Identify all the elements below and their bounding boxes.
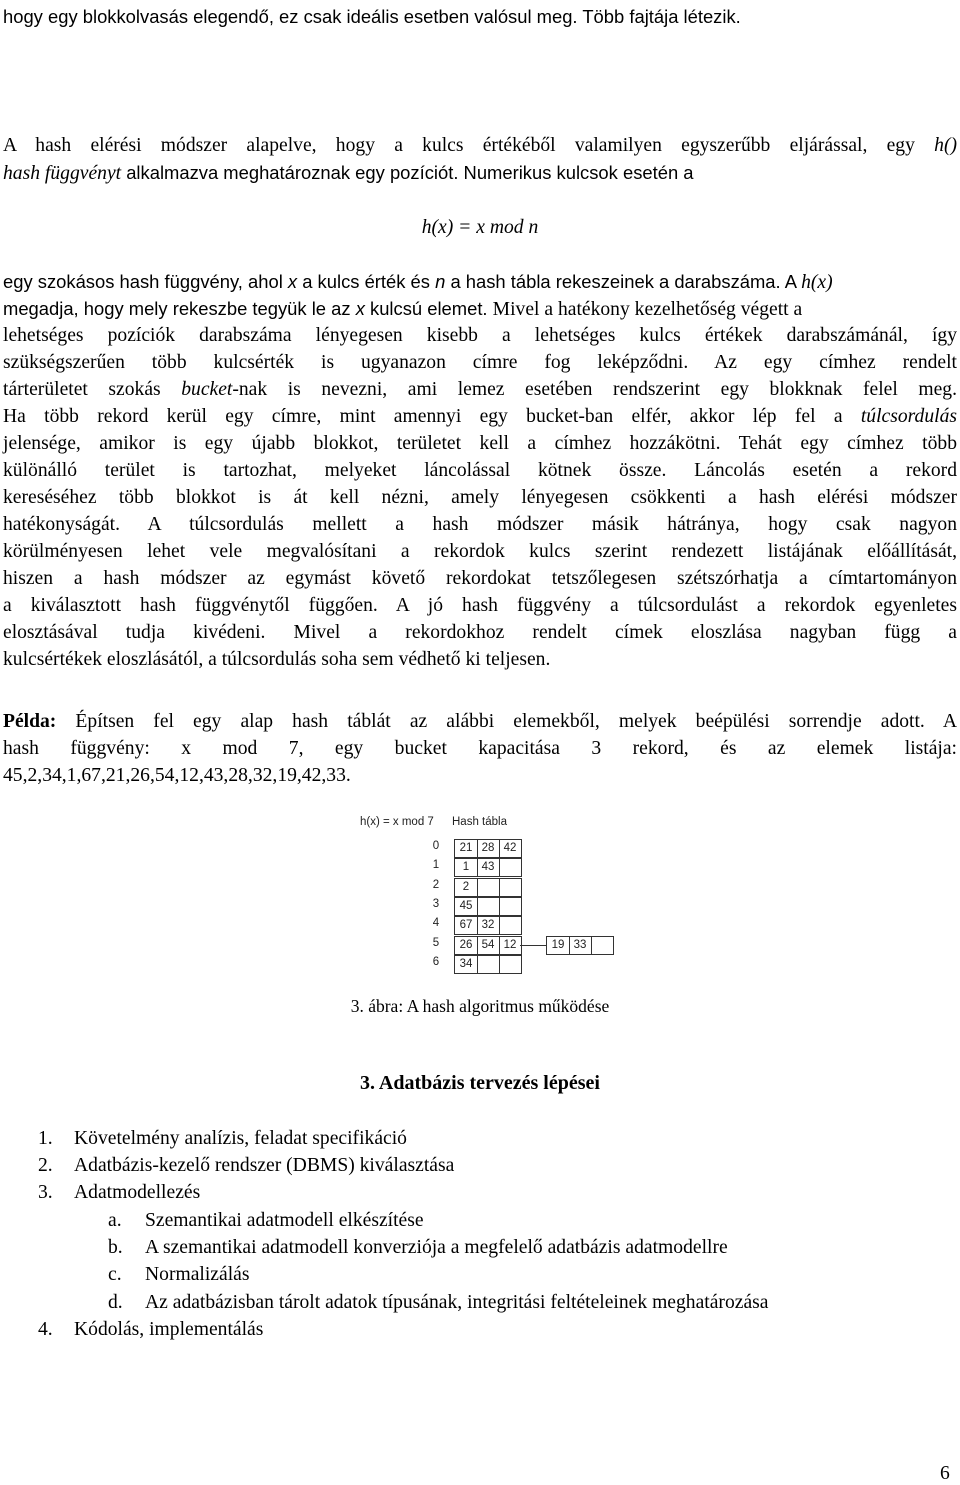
bucket-cell (499, 917, 521, 934)
bucket-cell-divider (499, 956, 500, 973)
list-number: 1. (38, 1128, 53, 1149)
bucket (454, 955, 522, 974)
list-item-text: Kódolás, implementálás (74, 1319, 264, 1340)
para1-line1: A hash elérési módszer alapelve, hogy a kulcs értékéből valamilyen egyszerűbb eljárással, egy h() (3, 135, 957, 156)
bucket-cell (499, 898, 521, 915)
hash-table-figure (350, 812, 590, 977)
list-number: 4. (38, 1319, 53, 1340)
list-number: a. (108, 1210, 122, 1231)
para2-line1: egy szokásos hash függvény, ahol x a kulcs érték és n a hash tábla rekeszeinek a darabszáma. A h(x) (3, 271, 833, 293)
bucket (454, 858, 522, 877)
para2-line9: kereséséhez több blokkot is át kell nézni, amely lényegesen csökkenti a hash elérési módszer (3, 487, 957, 508)
list-number: 3. (38, 1182, 53, 1203)
bucket-cell: 21 (459, 842, 473, 854)
figure-row-index: 4 (432, 917, 440, 930)
figure-row-index: 3 (432, 897, 440, 910)
bucket (454, 916, 522, 935)
figure-row-index: 1 (432, 859, 440, 872)
para1-line2: hash függvényt alkalmazva meghatároznak egy pozíciót. Numerikus kulcsok esetén a (3, 162, 694, 184)
bucket-cell: 12 (503, 938, 517, 951)
bucket-cell-divider (499, 859, 500, 876)
overflow-cell: 19 (551, 938, 565, 951)
figure-header-table: Hash tábla (452, 816, 507, 828)
example-line1: Példa: Építsen fel egy alap hash táblát az alábbi elemekből, melyek beépülési sorrendje adott. A (3, 711, 957, 732)
bucket-cell: 54 (481, 938, 495, 951)
bucket-cell: 42 (503, 842, 517, 854)
bucket (454, 839, 522, 858)
list-number: d. (108, 1292, 123, 1313)
bucket-cell-divider (477, 898, 478, 915)
bucket-cell: 1 (462, 861, 470, 874)
overflow-cell: 33 (573, 938, 587, 951)
figure-row-index: 2 (432, 878, 440, 891)
section-title: 3. Adatbázis tervezés lépései (360, 1072, 600, 1094)
bucket (454, 936, 522, 955)
para2-line11: körülményesen lehet vele megvalósítani a rekordok kulcs szerint rendezett listájának előállítását, (3, 541, 957, 562)
para2-line4: szükségszerűen több kulcsérték is ugyanazon címre fog leképződni. Az egy címhez rendelt (3, 352, 957, 373)
para2-line12: hiszen a hash módszer az egymást követő rekordokat tetszőlegesen szétszórhatja a címtartományon (3, 568, 957, 589)
bucket-cell-divider (499, 917, 500, 934)
bucket-cell (477, 898, 499, 915)
list-item-text: Szemantikai adatmodell elkészítése (145, 1210, 424, 1231)
bucket-cell: 2 (462, 880, 470, 893)
example-line3: 45,2,34,1,67,21,26,54,12,43,28,32,19,42,33. (3, 765, 351, 786)
para2-line2: megadja, hogy mely rekeszbe tegyük le az x kulcsú elemet. Mivel a hatékony kezelhetőség végett a (3, 298, 803, 320)
bucket-cell (477, 879, 499, 896)
list-item-text: Követelmény analízis, feladat specifikáció (74, 1128, 407, 1149)
figure-row-index: 0 (432, 840, 440, 852)
top-line: hogy egy blokkolvasás elegendő, ez csak ideális esetben valósul meg. Több fajtája létezik. (3, 6, 741, 27)
bucket-cell-divider (477, 917, 478, 934)
page-number: 6 (940, 1463, 950, 1484)
list-number: c. (108, 1264, 122, 1285)
bucket-cell-divider (477, 879, 478, 896)
overflow-cell-divider (591, 937, 592, 954)
bucket-cell: 45 (459, 899, 473, 912)
para2-line14: elosztásával tudja kivédeni. Mivel a rekordokhoz rendelt címek eloszlása nagyban függ a (3, 622, 957, 643)
overflow-bucket (546, 936, 614, 955)
bucket-cell-divider (499, 898, 500, 915)
para2-line3: lehetséges pozíciók darabszáma lényegesen kisebb a lehetséges kulcs értékek darabszámánál, így (3, 325, 957, 346)
bucket-cell: 28 (481, 842, 495, 854)
para2-line6: Ha több rekord kerül egy címre, mint amennyi egy bucket-ban elfér, akkor lép fel a túlcsordulás (3, 406, 957, 427)
figure-row-index: 6 (432, 955, 440, 968)
bucket-cell (499, 956, 521, 973)
overflow-link (520, 945, 546, 946)
list-number: 2. (38, 1155, 53, 1176)
para2-line15: kulcsértékek eloszlásától, a túlcsordulás soha sem védhető ki teljesen. (3, 649, 551, 670)
list-item-text: A szemantikai adatmodell konverziója a megfelelő adatbázis adatmodellre (145, 1237, 728, 1258)
formula: h(x) = x mod n (421, 217, 539, 238)
bucket-cell-divider (477, 859, 478, 876)
bucket-cell: 43 (481, 861, 495, 874)
figure-caption: 3. ábra: A hash algoritmus működése (350, 996, 610, 1016)
figure-row-index: 5 (432, 936, 440, 949)
para2-line5: tárterületet szokás bucket-nak is nevezni, ami lemez esetében rendszerint egy blokknak felel meg. (3, 379, 957, 400)
list-item-text: Normalizálás (145, 1264, 250, 1285)
list-number: b. (108, 1237, 123, 1258)
para2-line8: különálló terület is tartozhat, melyeket láncolással kötnek össze. Láncolás esetén a rekord (3, 460, 957, 481)
bucket-cell (477, 956, 499, 973)
bucket-cell (499, 859, 521, 876)
list-item-text: Adatmodellezés (74, 1182, 201, 1203)
bucket-cell-divider (499, 937, 500, 954)
para2-line10: hatékonyságát. A túlcsordulás mellett a hash módszer másik hátránya, hogy csak nagyon (3, 514, 957, 535)
bucket-cell-divider (499, 840, 500, 857)
figure-header-function: h(x) = x mod 7 (360, 816, 434, 828)
bucket-cell: 67 (459, 919, 473, 932)
list-item-text: Adatbázis-kezelő rendszer (DBMS) kiválasztása (74, 1155, 455, 1176)
para2-line7: jelensége, amikor is egy újabb blokkot, területet kell a címhez hozzákötni. Tehát egy címhez több (3, 433, 957, 454)
bucket-cell (499, 879, 521, 896)
bucket-cell: 26 (459, 938, 473, 951)
para2-line13: a kiválasztott hash függvénytől függően. A jó hash függvény a túlcsordulást a rekordok egyenletes (3, 595, 957, 616)
bucket-cell-divider (499, 879, 500, 896)
bucket (454, 878, 522, 897)
bucket-cell-divider (477, 937, 478, 954)
bucket-cell: 32 (481, 919, 495, 932)
bucket-cell-divider (477, 956, 478, 973)
example-line2: hash függvény: x mod 7, egy bucket kapacitása 3 rekord, és az elemek listája: (3, 738, 957, 759)
list-item-text: Az adatbázisban tárolt adatok típusának, integritási feltételeinek meghatározása (145, 1292, 769, 1313)
overflow-cell (591, 937, 613, 954)
bucket-cell-divider (477, 840, 478, 857)
bucket-cell: 34 (459, 957, 473, 970)
overflow-cell-divider (569, 937, 570, 954)
bucket (454, 897, 522, 916)
